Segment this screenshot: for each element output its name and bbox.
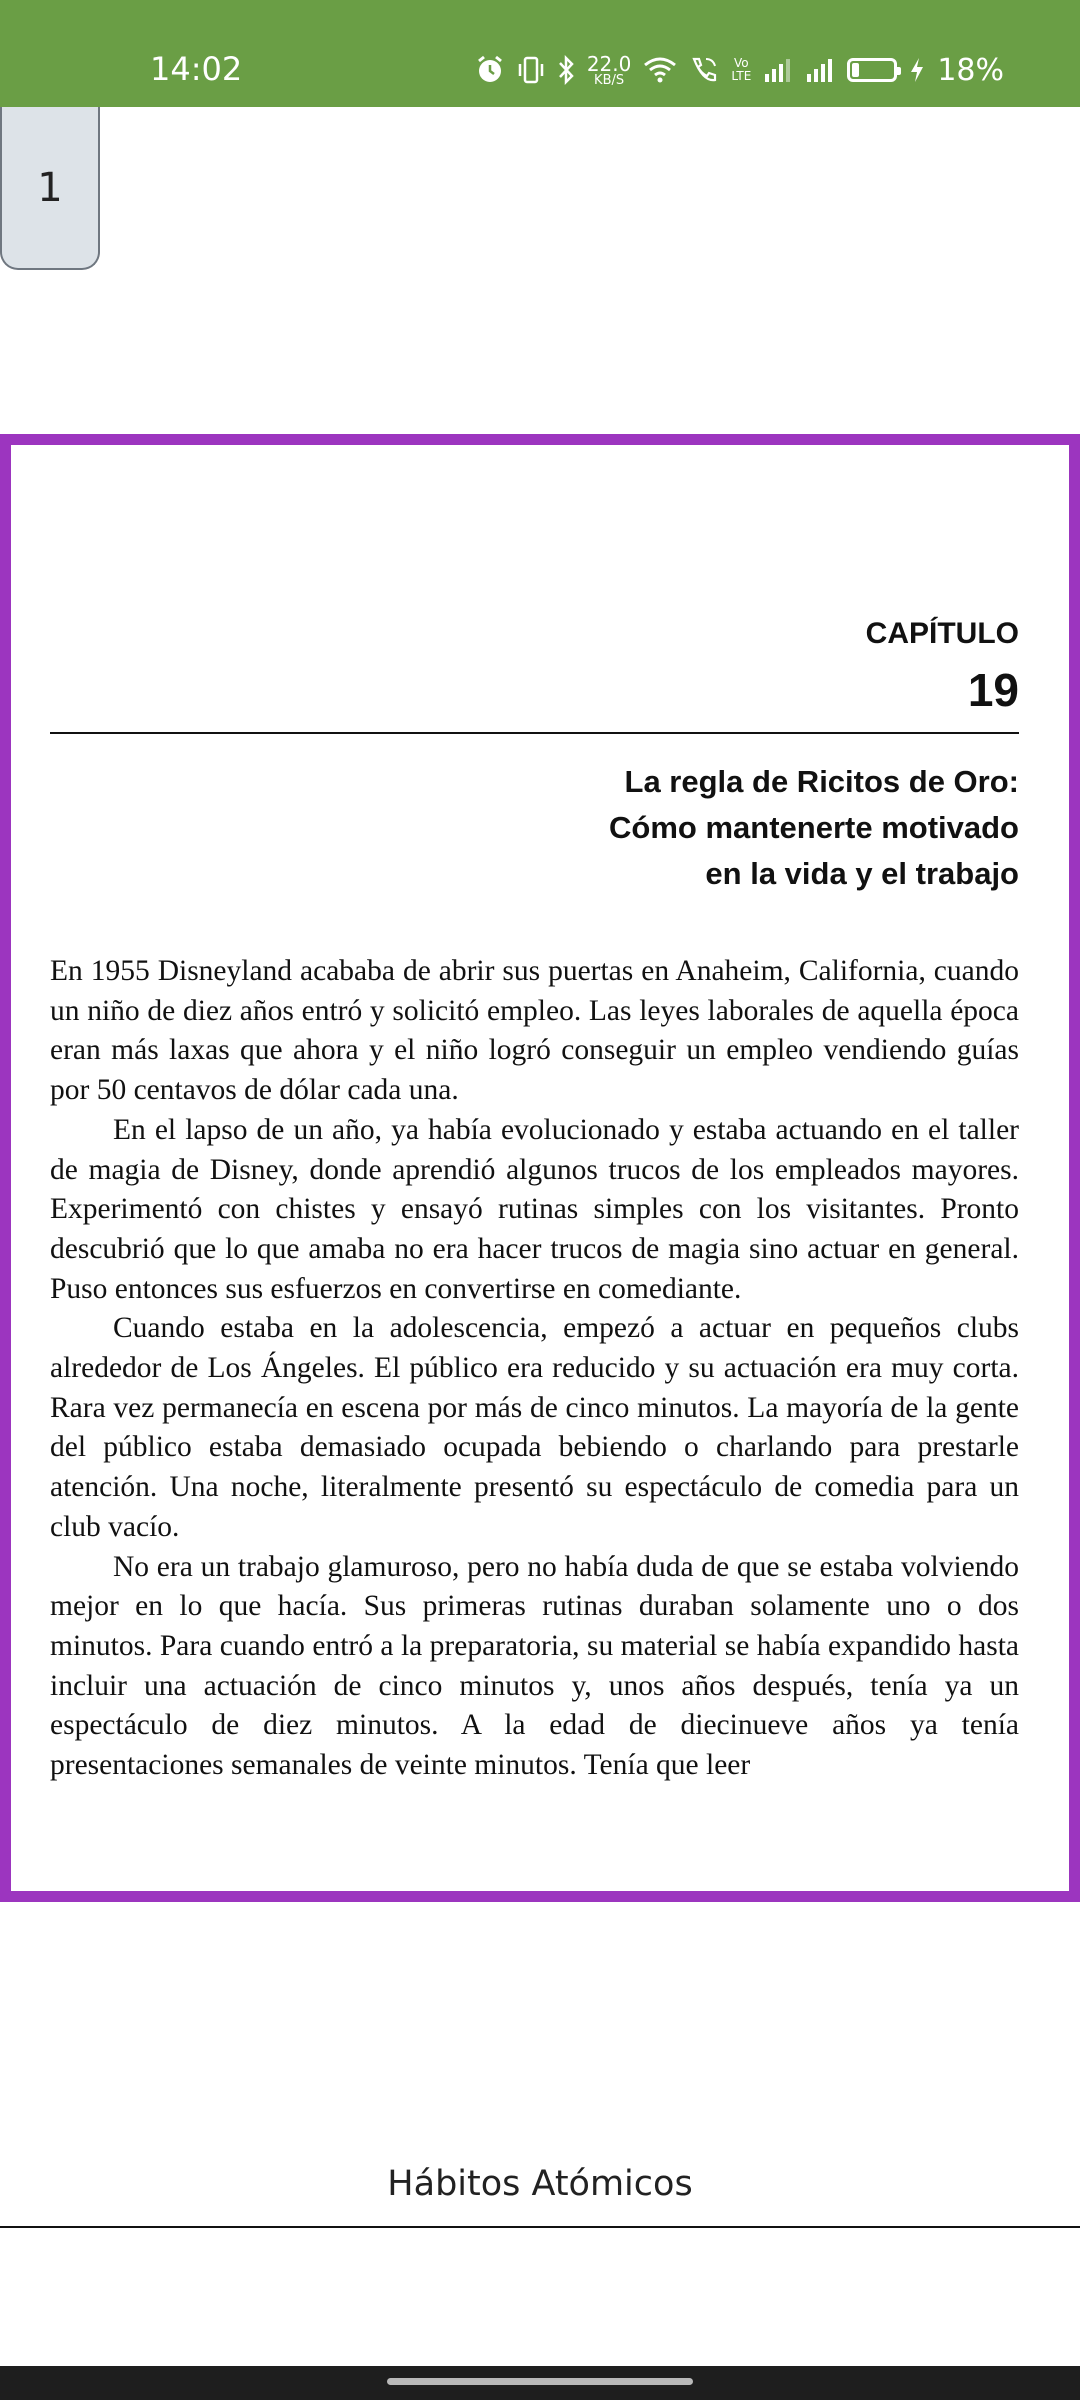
body-paragraph: En 1955 Disneyland acababa de abrir sus puertas en Anaheim, California, cuando un niño de diez años entró y solicitó empleo. Las leyes laborales de aquella época eran más laxas que ahora y el niño logró conseguir un empleo vendiendo guías por 50 centavos de dólar cada una.: [50, 955, 1019, 1107]
battery-icon: [847, 50, 897, 90]
network-speed-unit: KB/S: [594, 72, 625, 88]
wifi-calling-icon: [689, 50, 719, 90]
chapter-title-line: Cómo mantenerte motivado: [609, 810, 1019, 845]
navigation-bar: [0, 2366, 1080, 2400]
status-time: 14:02: [150, 50, 243, 88]
status-bar: [0, 0, 1080, 107]
chapter-label: CAPÍTULO: [865, 617, 1019, 650]
book-title: Hábitos Atómicos: [387, 2164, 693, 2204]
chapter-title-line: en la vida y el trabajo: [705, 856, 1019, 891]
home-indicator[interactable]: [387, 2378, 693, 2385]
chapter-title-line: La regla de Ricitos de Oro:: [624, 764, 1019, 799]
page-number-tab[interactable]: [0, 107, 100, 270]
chapter-number: 19: [967, 664, 1019, 716]
signal-icon: [805, 50, 835, 90]
volte-line1: Vo: [734, 56, 749, 71]
status-icons: [475, 50, 1004, 90]
body-paragraph: Cuando estaba en la adolescencia, empezó a actuar en pequeños clubs alrededor de Los Ángeles. El público era reducido y su actuación era muy corta. Rara vez permanecía en escena por más de cinco minutos. La mayoría de la gente del público estaba demasiado ocupada bebiendo o charlando para prestarle atención. Una noche, literalmente presentó su espectáculo de comedia para un club vacío.: [50, 1312, 1019, 1543]
signal-icon: [763, 50, 793, 90]
charging-icon: [909, 50, 925, 90]
volte-line2: LTE: [731, 69, 752, 83]
book-page[interactable]: [0, 434, 1080, 1902]
page-number: 1: [37, 164, 63, 211]
alarm-icon: [475, 50, 505, 90]
battery-percent: 18%: [937, 52, 1004, 88]
body-paragraph: En el lapso de un año, ya había evolucionado y estaba actuando en el taller de magia de Disney, donde aprendió algunos trucos de los empleados mayores. Experimentó con chistes y ensayó rutinas simples con los visitantes. Pronto descubrió que lo que amaba no era hacer trucos de magia sino actuar en general. Puso entonces sus esfuerzos en convertirse en comediante.: [50, 1113, 1019, 1305]
bottom-divider: [0, 2226, 1080, 2228]
network-speed: [587, 50, 632, 90]
bluetooth-icon: [557, 50, 575, 90]
volte-icon: [731, 50, 751, 90]
chapter-title: [219, 759, 1019, 897]
battery-fill: [852, 63, 859, 77]
chapter-divider: [50, 732, 1019, 734]
network-speed-value: 22.0: [586, 51, 632, 76]
chapter-body: [50, 952, 1019, 1792]
vibrate-icon: [517, 50, 545, 90]
body-paragraph: No era un trabajo glamuroso, pero no había duda de que se estaba volviendo mejor en lo que hacía. Sus primeras rutinas duraban solamente uno o dos minutos. Para cuando entró a la preparatoria, su material se había expandido hasta incluir una actuación de cinco minutos y, unos años después, tenía ya un espectáculo de diez minutos. A la edad de diecinueve años ya tenía presentaciones semanales de veinte minutos. Tenía que leer: [50, 1550, 1019, 1782]
wifi-icon: [643, 50, 677, 90]
battery-outline: [847, 58, 897, 82]
